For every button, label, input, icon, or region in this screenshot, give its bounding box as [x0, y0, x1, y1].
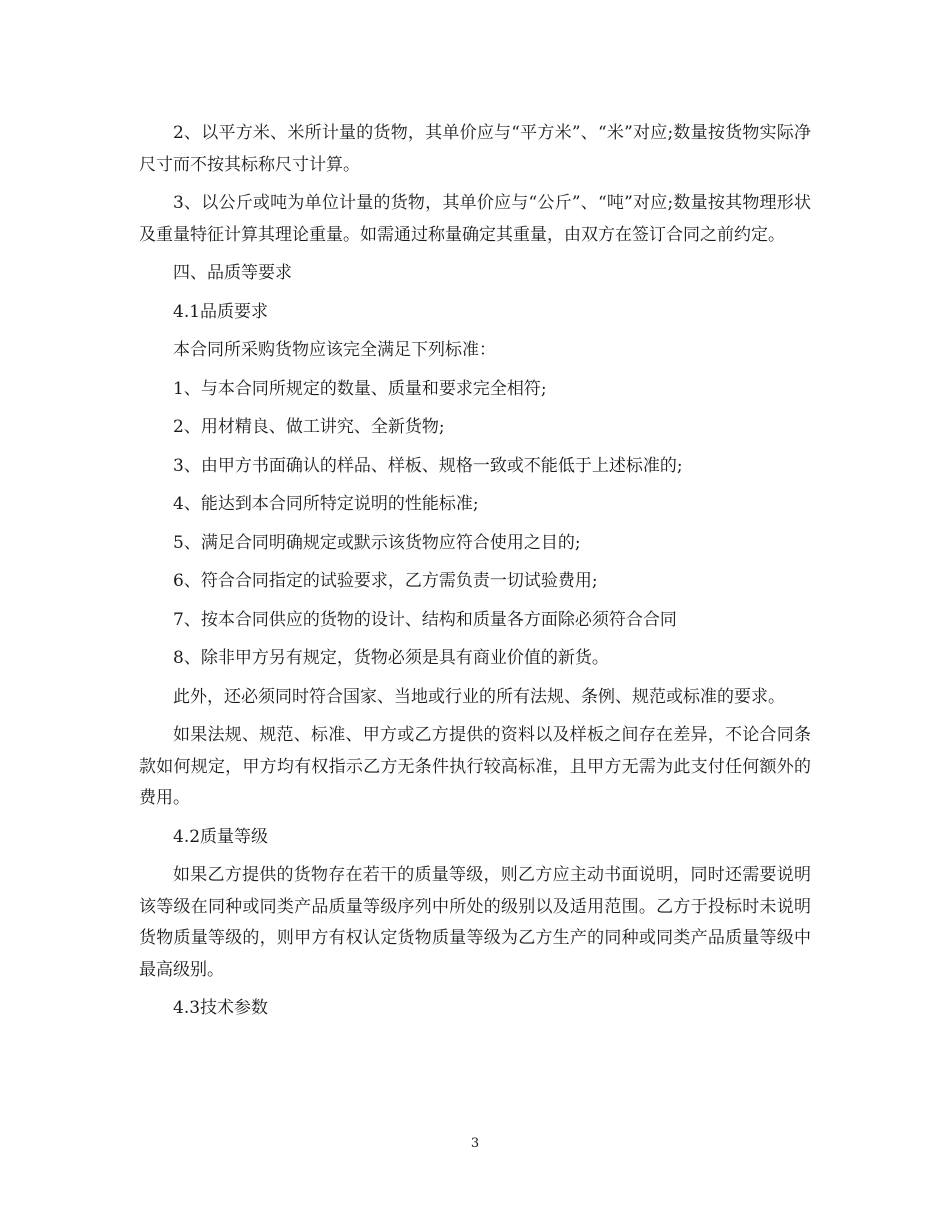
- list-item-7: 7、按本合同供应的货物的设计、结构和质量各方面除必须符合合同: [173, 609, 677, 630]
- paragraph-item-2-area-unit: 2、以平方米、米所计量的货物，其单价应与“平方米”、“米”对应;数量按货物实际净尺寸而不按其标称尺寸计算。: [139, 123, 811, 175]
- subsection-heading-4-2: 4.2质量等级: [173, 826, 269, 847]
- list-item-8: 8、除非甲方另有规定，货物必须是具有商业价值的新货。: [173, 648, 609, 668]
- paragraph-regulations: 此外，还必须同时符合国家、当地或行业的所有法规、条例、规范或标准的要求。: [173, 686, 785, 707]
- paragraph-item-3-weight-unit: 3、以公斤或吨为单位计量的货物，其单价应与“公斤”、“吨”对应;数量按其物理形状及重量特征计算其理论重量。如需通过称量确定其重量，由双方在签订合同之前约定。: [139, 193, 811, 245]
- list-item-6: 6、符合合同指定的试验要求，乙方需负责一切试验费用;: [173, 571, 598, 591]
- list-item-3: 3、由甲方书面确认的样品、样板、规格一致或不能低于上述标准的;: [173, 455, 683, 476]
- list-item-5: 5、满足合同明确规定或默示该货物应符合使用之目的;: [173, 532, 581, 553]
- document-body: [139, 118, 811, 1032]
- list-item-1: 1、与本合同所规定的数量、质量和要求完全相符;: [173, 378, 547, 399]
- list-item-4: 4、能达到本合同所特定说明的性能标准;: [173, 494, 479, 514]
- paragraph-quality-grade: 如果乙方提供的货物存在若干的质量等级，则乙方应主动书面说明，同时还需要说明该等级在同种或同类产品质量等级序列中所处的级别以及适用范围。乙方于投标时未说明货物质量等级的，则甲方有权认定货物质量等级为乙方生产的同种或同类产品质量等级中最高级别。: [139, 865, 811, 980]
- paragraph-higher-standard: 如果法规、规范、标准、甲方或乙方提供的资料以及样板之间存在差异，不论合同条款如何规定，甲方均有权指示乙方无条件执行较高标准，且甲方无需为此支付任何额外的费用。: [139, 725, 811, 808]
- page-number: 3: [470, 1136, 480, 1151]
- list-item-2: 2、用材精良、做工讲究、全新货物;: [173, 417, 445, 437]
- subsection-heading-4-3: 4.3技术参数: [173, 998, 269, 1018]
- subsection-heading-4-1: 4.1品质要求: [173, 301, 269, 322]
- section-heading-quality: 四、品质等要求: [173, 263, 292, 283]
- paragraph-standards-intro: 本合同所采购货物应该完全满足下列标准：: [173, 340, 496, 360]
